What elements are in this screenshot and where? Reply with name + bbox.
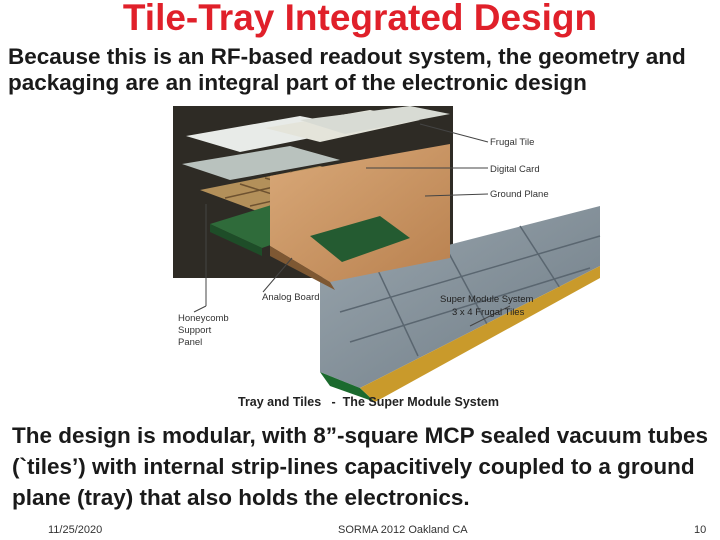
label-honeycomb-line-1: Honeycomb [178, 313, 229, 324]
label-honeycomb [178, 313, 231, 348]
label-super-module: Super Module System [440, 294, 534, 305]
tile-tray-figure [170, 106, 610, 412]
label-ground-plane: Ground Plane [490, 189, 549, 200]
footer-conference: SORMA 2012 Oakland CA [338, 524, 468, 536]
label-frugal-tiles: 3 x 4 Frugal Tiles [452, 307, 525, 318]
label-frugal-tile: Frugal Tile [490, 137, 535, 148]
figure-caption: Tray and Tiles - The Super Module System [238, 395, 499, 409]
intro-text: Because this is an RF-based readout system, the geometry and packaging are an integral part of the electronic design [8, 44, 686, 95]
footer-date: 11/25/2020 [48, 524, 103, 536]
page-number: 10 [694, 524, 707, 536]
body-text: The design is modular, with 8”-square MCP sealed vacuum tubes (`tiles’) with internal strip-lines capacitively coupled to a ground plane (tray) that also holds the electronics. [12, 423, 709, 510]
label-honeycomb-line-2: Support [178, 325, 212, 336]
label-analog-board: Analog Board [262, 292, 320, 303]
label-honeycomb-line-3: Panel [178, 337, 203, 348]
slide-title: Tile-Tray Integrated Design [122, 0, 598, 38]
label-digital-card: Digital Card [490, 164, 540, 175]
